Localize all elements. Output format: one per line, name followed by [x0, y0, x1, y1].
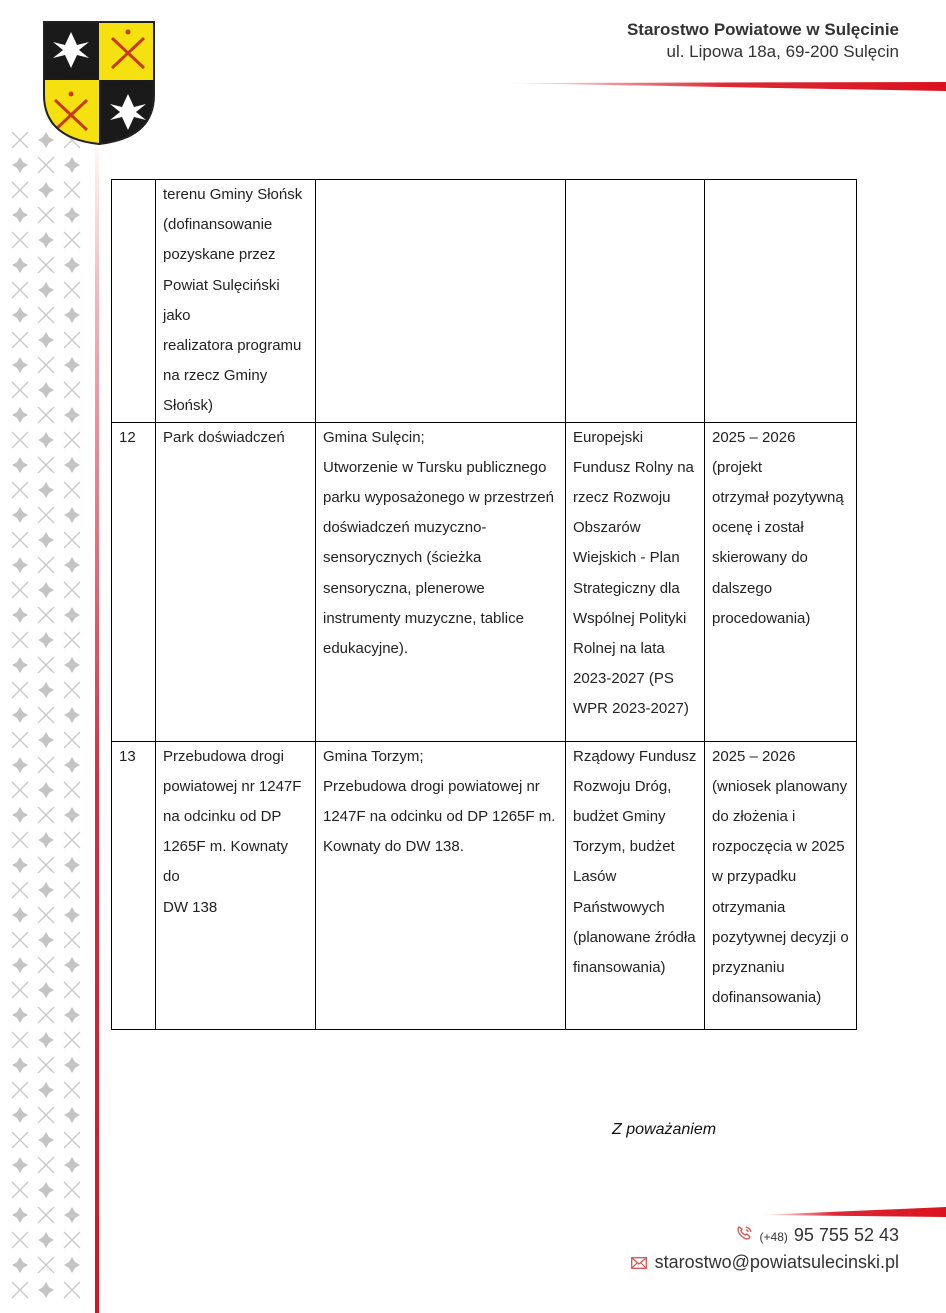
project-name-cell: [156, 180, 316, 423]
timeline-cell: [705, 180, 857, 423]
cell-text-line: Rozwoju Dróg,: [573, 777, 672, 795]
cell-text-line: sensorycznych (ścieżka: [323, 549, 482, 567]
cell-text-line: budżet Gminy: [573, 808, 666, 826]
cell-text-line: powiatowej nr 1247F: [163, 777, 302, 795]
row-number-cell: [112, 180, 156, 423]
project-description-cell: [316, 180, 566, 423]
cell-text-line: procedowania): [712, 609, 811, 627]
cell-text-line: (planowane źródła: [573, 928, 696, 946]
table-row: [112, 741, 857, 1029]
cell-text-line: Gmina Torzym;: [323, 747, 424, 765]
cell-text-line: (wniosek planowany: [712, 777, 848, 795]
cell-text-line: Torzym, budżet: [573, 838, 675, 856]
project-description-cell: [316, 422, 566, 741]
cell-text-line: Wiejskich - Plan: [573, 549, 680, 567]
cell-text-line: pozyskane przez: [163, 246, 276, 264]
cell-text-line: rozpoczęcia w 2025: [712, 838, 845, 856]
envelope-icon: [631, 1257, 647, 1269]
timeline-cell: [705, 741, 857, 1029]
cell-text-line: skierowany do: [712, 549, 808, 567]
cell-text-line: realizatora programu: [163, 337, 302, 355]
cell-text-line: Lasów: [573, 868, 617, 886]
cell-text-line: na rzecz Gminy: [163, 367, 268, 385]
footer-phone[interactable]: [736, 1225, 899, 1246]
phone-icon: [736, 1225, 754, 1241]
cell-text-line: w przypadku: [712, 868, 797, 886]
table-row: [112, 180, 857, 423]
cell-text-line: pozytywnej decyzji o: [712, 928, 849, 946]
cell-text-line: 1265F m. Kownaty do: [163, 838, 289, 886]
institution-name: Starostwo Powiatowe w Sulęcinie: [626, 20, 899, 39]
project-name-cell: [156, 422, 316, 741]
cell-text-line: do złożenia i: [712, 808, 796, 826]
funding-source-cell: [566, 422, 705, 741]
cell-text-line: parku wyposażonego w przestrzeń: [323, 489, 554, 507]
cell-text-line: instrumenty muzyczne, tablice: [323, 609, 524, 627]
cell-text-line: dofinansowania): [712, 989, 822, 1007]
project-name-cell: [156, 741, 316, 1029]
header-red-swoosh: [500, 80, 946, 92]
cell-text-line: Obszarów: [573, 519, 641, 537]
cell-text-line: 1247F na odcinku od DP 1265F m.: [323, 808, 556, 826]
cell-text-line: 2023-2027 (PS: [573, 670, 674, 688]
cell-text-line: otrzymał pozytywną: [712, 489, 844, 507]
side-pattern: [8, 130, 88, 1310]
cell-text-line: DW 138: [163, 898, 218, 916]
footer-email[interactable]: [631, 1252, 899, 1273]
phone-prefix: (+48): [759, 1230, 788, 1244]
table-row: [112, 422, 857, 741]
projects-table: [111, 179, 857, 1030]
institution-address: ul. Lipowa 18a, 69-200 Sulęcin: [666, 42, 899, 61]
cell-text-line: Słońsk): [163, 397, 214, 415]
cell-text-line: terenu Gminy Słońsk: [163, 186, 303, 203]
cell-text-line: Przebudowa drogi: [163, 747, 284, 765]
email-address: starostwo@powiatsulecinski.pl: [654, 1252, 899, 1272]
coat-of-arms-logo: [42, 20, 156, 146]
cell-text-line: rzecz Rozwoju: [573, 489, 671, 507]
phone-number: 95 755 52 43: [793, 1225, 899, 1245]
row-number: 13: [119, 747, 136, 765]
cell-text-line: Rolnej na lata: [573, 640, 665, 658]
red-margin-line: [95, 130, 99, 1313]
cell-text-line: 2025 – 2026: [712, 747, 796, 765]
cell-text-line: Przebudowa drogi powiatowej nr: [323, 777, 540, 795]
cell-text-line: finansowania): [573, 959, 666, 977]
cell-text-line: 2025 – 2026 (projekt: [712, 428, 796, 476]
cell-text-line: dalszego: [712, 579, 773, 597]
funding-source-cell: [566, 741, 705, 1029]
cell-text-line: otrzymania: [712, 898, 786, 916]
cell-text-line: Kownaty do DW 138.: [323, 838, 464, 856]
cell-text-line: Europejski: [573, 428, 644, 446]
closing-salutation: Z poważaniem: [612, 1121, 717, 1138]
footer-red-swoosh: [760, 1203, 946, 1217]
row-number-cell: [112, 741, 156, 1029]
cell-text-line: przyznaniu: [712, 959, 785, 977]
cell-text-line: WPR 2023-2027): [573, 700, 689, 718]
cell-text-line: sensoryczna, plenerowe: [323, 579, 485, 597]
cell-text-line: Park doświadczeń: [163, 428, 285, 446]
cell-text-line: (dofinansowanie: [163, 216, 273, 234]
cell-text-line: Wspólnej Polityki: [573, 609, 687, 627]
row-number-cell: [112, 422, 156, 741]
cell-text-line: na odcinku od DP: [163, 808, 282, 826]
row-number: 12: [119, 428, 136, 446]
cell-text-line: Fundusz Rolny na: [573, 458, 694, 476]
cell-text-line: doświadczeń muzyczno-: [323, 519, 487, 537]
cell-text-line: Utworzenie w Tursku publicznego: [323, 458, 547, 476]
cell-text-line: edukacyjne).: [323, 640, 409, 658]
cell-text-line: Rządowy Fundusz: [573, 747, 697, 765]
funding-source-cell: [566, 180, 705, 423]
timeline-cell: [705, 422, 857, 741]
cell-text-line: ocenę i został: [712, 519, 804, 537]
project-description-cell: [316, 741, 566, 1029]
cell-text-line: Powiat Sulęciński jako: [163, 276, 280, 324]
cell-text-line: Państwowych: [573, 898, 665, 916]
cell-text-line: Gmina Sulęcin;: [323, 428, 425, 446]
cell-text-line: Strategiczny dla: [573, 579, 680, 597]
